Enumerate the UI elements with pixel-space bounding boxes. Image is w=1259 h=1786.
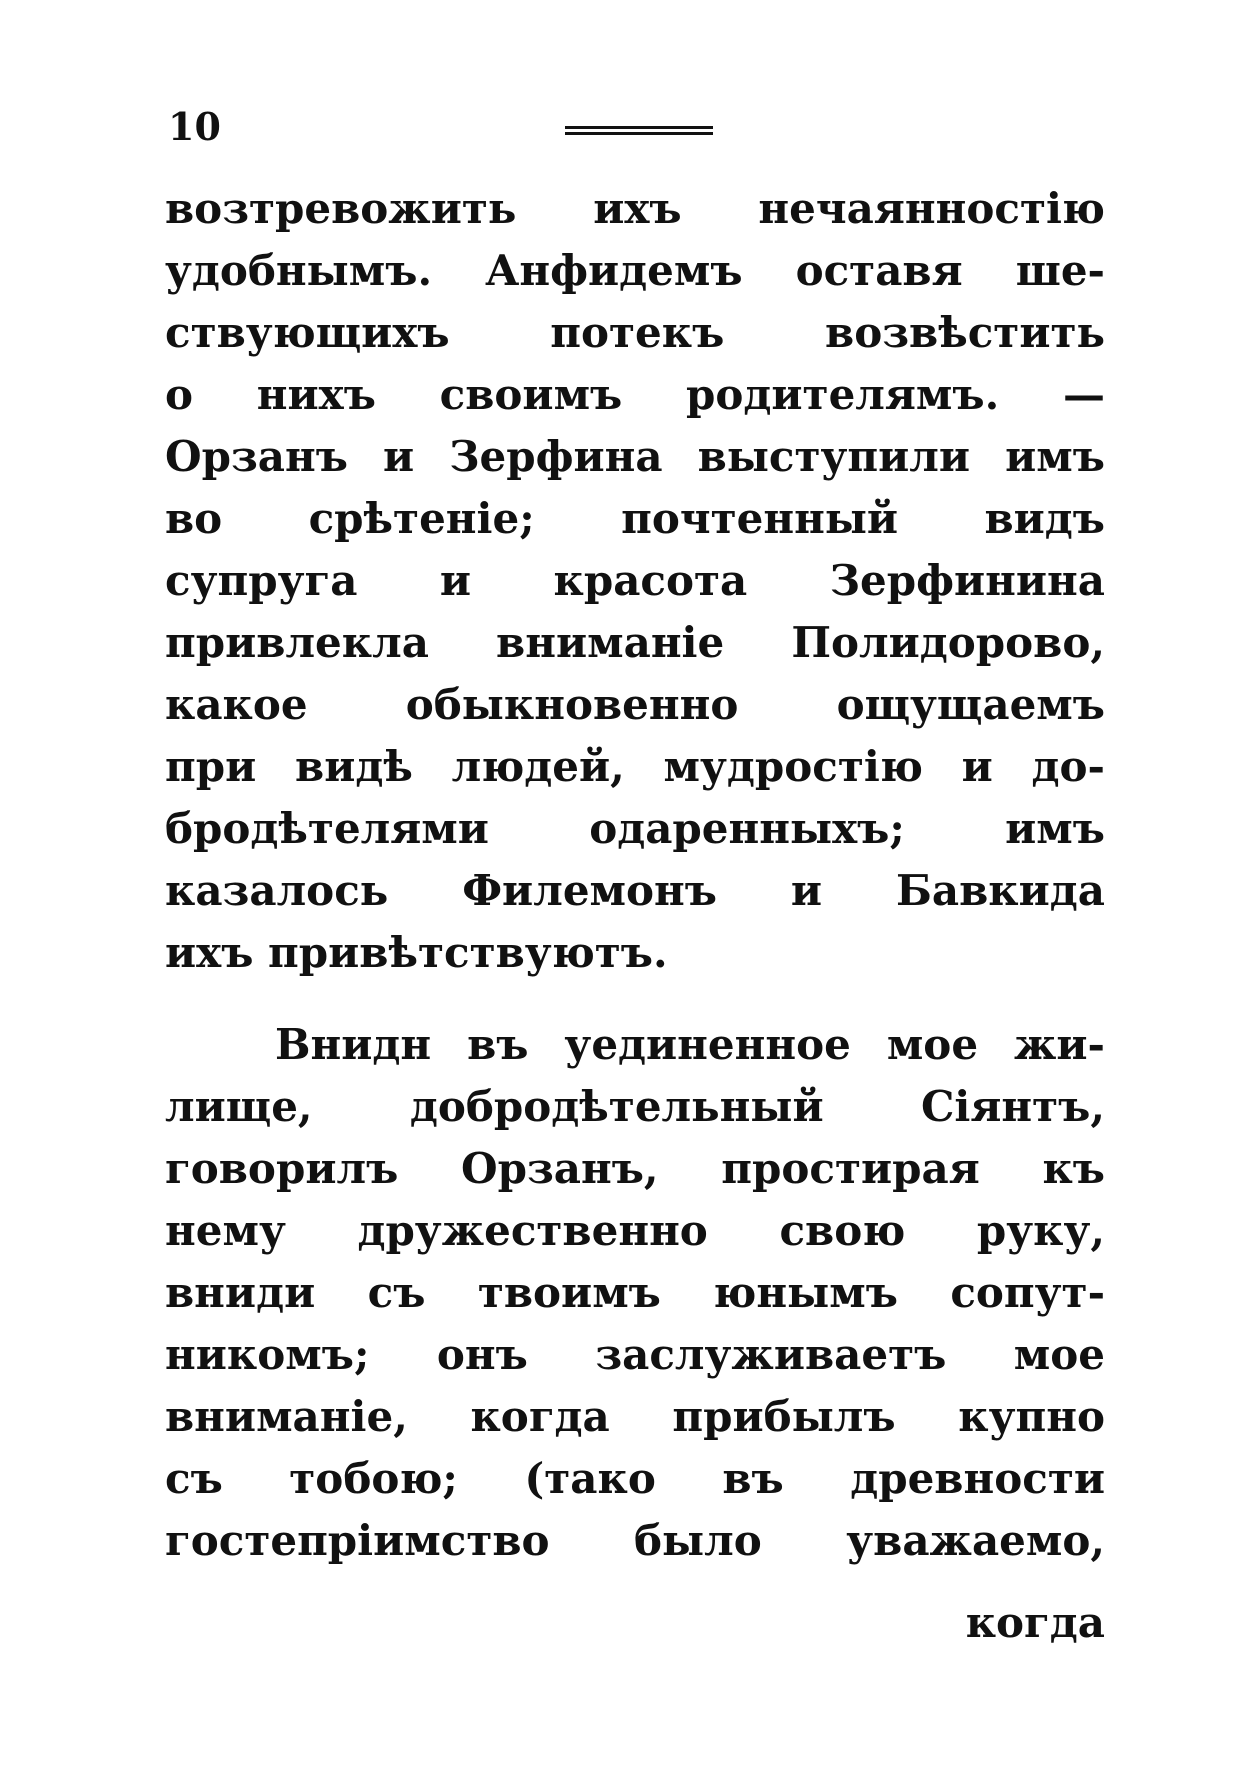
text-line: возтревожить ихъ нечаянностію (165, 184, 1105, 233)
header-rule (565, 126, 713, 136)
text-line: нему дружественно свою руку, (165, 1206, 1105, 1255)
paragraph-gap (165, 984, 1105, 1014)
text-line: ихъ привѣтствуютъ. (165, 928, 668, 977)
text-line: какое обыкновенно ощущаемъ (165, 680, 1105, 729)
text-line: вниманіе, когда прибылъ купно (165, 1392, 1105, 1441)
text-line: съ тобою; (тако въ древности (165, 1454, 1105, 1503)
text-line: удобнымъ. Анфидемъ оставя ше- (165, 246, 1105, 295)
text-line: о нихъ своимъ родителямъ. — (165, 370, 1105, 419)
header-rule-bar (565, 126, 713, 129)
text-line: Орзанъ и Зерфина выступили имъ (165, 432, 1105, 481)
text-line: Внидн въ уединенное мое жи- (275, 1020, 1105, 1069)
text-line: гостепріимство было уважаемо, (165, 1516, 1105, 1565)
text-block (165, 178, 1105, 1572)
text-line: во срѣтеніе; почтенный видъ (165, 494, 1105, 543)
text-line: лище, добродѣтельный Сіянтъ, (165, 1082, 1105, 1131)
text-line: при видѣ людей, мудростію и до- (165, 742, 1105, 791)
text-line: казалось Филемонъ и Бавкида (165, 866, 1105, 915)
text-line: говорилъ Орзанъ, простирая къ (165, 1144, 1105, 1193)
text-line: вниди съ твоимъ юнымъ сопут- (165, 1268, 1105, 1317)
text-line: супруга и красота Зерфинина (165, 556, 1105, 605)
header-rule-bar (565, 132, 713, 135)
paragraph-2 (165, 1014, 1105, 1572)
text-line: никомъ; онъ заслуживаетъ мое (165, 1330, 1105, 1379)
text-line: привлекла вниманіе Полидорово, (165, 618, 1105, 667)
text-line: ствующихъ потекъ возвѣстить (165, 308, 1105, 357)
text-line: бродѣтелями одаренныхъ; имъ (165, 804, 1105, 853)
catchword: когда (965, 1598, 1105, 1647)
page-number: 10 (168, 104, 221, 149)
paragraph-1 (165, 178, 1105, 984)
